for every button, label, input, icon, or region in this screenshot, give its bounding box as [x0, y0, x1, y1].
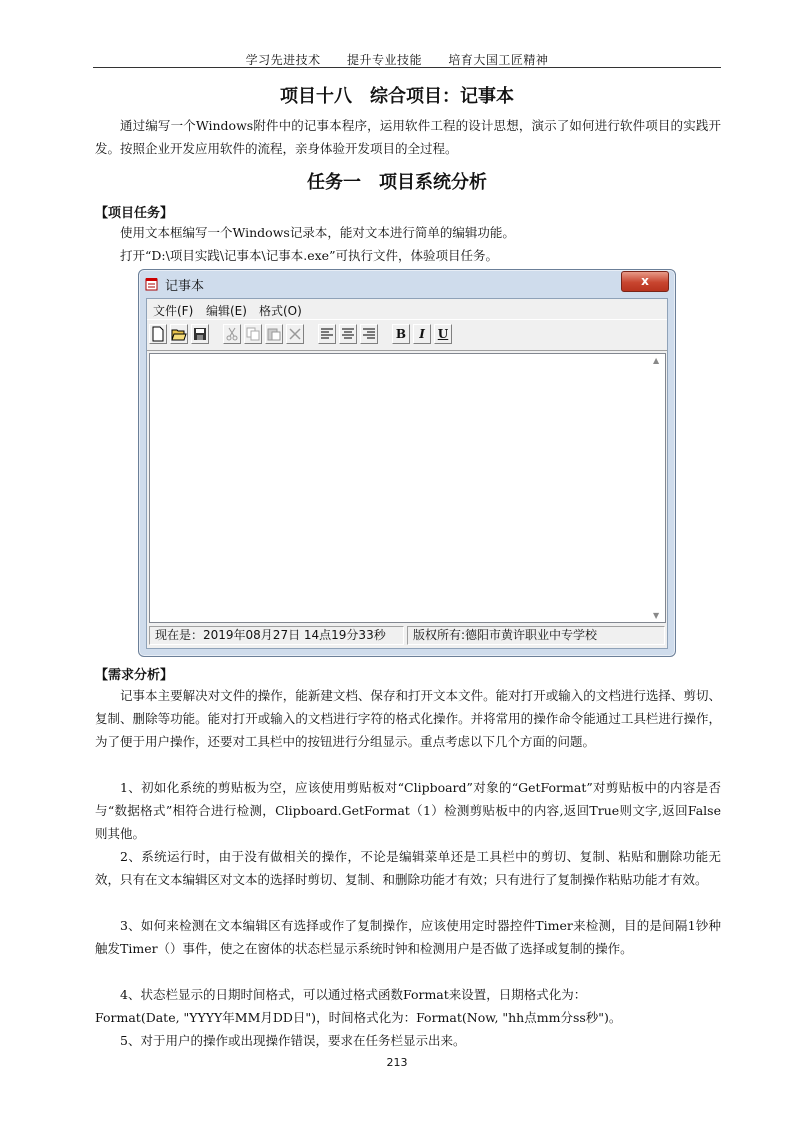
align-right-icon	[362, 327, 376, 341]
align-right-button[interactable]	[360, 324, 378, 344]
paste-button[interactable]	[265, 324, 283, 344]
analysis-paragraph-4b: Format(Date, "YYYY年MM月DD日")，时间格式化为：Format(Now, "hh点mm分ss秒")。	[95, 1010, 622, 1025]
close-button[interactable]	[621, 271, 669, 292]
intro-paragraph: 通过编写一个Windows附件中的记事本程序，运用软件工程的设计思想，演示了如何进行软件项目的实践开发。按照企业开发应用软件的流程，亲身体验开发项目的全过程。	[95, 118, 721, 156]
window-client	[146, 298, 668, 649]
copy-icon	[246, 327, 260, 341]
analysis-paragraph-1: 1、初如化系统的剪贴板为空，应该使用剪贴板对“Clipboard”对象的“GetFormat”对剪贴板中的内容是否与“数据格式”相符合进行检测，Clipboard.GetFormat（1）检测剪贴板中的内容,返回True则文字,返回False则其他。	[95, 780, 721, 841]
close-icon: x	[641, 274, 649, 288]
notepad-app-icon	[145, 277, 158, 291]
menu-bar	[147, 299, 667, 318]
align-left-button[interactable]	[318, 324, 336, 344]
new-file-icon	[151, 326, 165, 342]
align-center-icon	[341, 327, 355, 341]
italic-button[interactable]	[413, 324, 431, 344]
cut-button[interactable]	[223, 324, 241, 344]
menu-edit[interactable]: 编辑(E)	[206, 304, 247, 318]
bold-icon: B	[395, 327, 407, 341]
save-button[interactable]	[191, 324, 209, 344]
open-folder-icon	[171, 327, 187, 341]
bold-button[interactable]	[392, 324, 410, 344]
header-item: 提升专业技能	[346, 53, 422, 67]
save-icon	[193, 327, 207, 341]
header-item: 学习先进技术	[245, 53, 321, 67]
task-title: 任务一 项目系统分析	[307, 172, 487, 193]
analysis-heading: 【需求分析】	[95, 668, 174, 683]
page-number: 213	[386, 1056, 408, 1069]
menu-format[interactable]: 格式(O)	[259, 304, 302, 318]
align-center-button[interactable]	[339, 324, 357, 344]
project-title: 项目十八 综合项目：记事本	[280, 86, 514, 107]
notepad-window	[138, 269, 676, 657]
delete-button[interactable]	[286, 324, 304, 344]
status-copyright: 版权所有:德阳市黄许职业中专学校	[407, 626, 665, 645]
status-time: 现在是：2019年08月27日 14点19分33秒	[149, 626, 404, 645]
task-heading: 【项目任务】	[95, 206, 174, 221]
analysis-paragraph-2: 2、系统运行时，由于没有做相关的操作，不论是编辑菜单还是工具栏中的剪切、复制、粘贴和删除功能无效，只有在文本编辑区对文本的选择时剪切、复制、和删除功能才有效；只有进行了复制操作粘贴功能才有效。	[95, 849, 721, 887]
cut-icon	[225, 327, 239, 341]
italic-icon: I	[419, 327, 425, 341]
status-bar	[147, 624, 667, 646]
copy-button[interactable]	[244, 324, 262, 344]
scroll-down-icon[interactable]: ▼	[653, 611, 660, 620]
underline-icon: U	[437, 327, 449, 341]
analysis-paragraph-5: 5、对于用户的操作或出现操作错误，要求在任务栏显示出来。	[120, 1033, 466, 1048]
window-title: 记事本	[165, 279, 205, 294]
new-file-button[interactable]	[149, 324, 167, 344]
delete-icon	[288, 327, 302, 341]
open-button[interactable]	[170, 324, 188, 344]
text-editor[interactable]	[149, 353, 666, 623]
header-item: 培育大国工匠精神	[448, 53, 549, 67]
task-paragraph-2: 打开“D:\项目实践\记事本\记事本.exe”可执行文件，体验项目任务。	[120, 248, 498, 263]
scroll-up-icon[interactable]: ▲	[653, 356, 660, 365]
header-rule	[93, 67, 721, 68]
toolbar	[147, 319, 667, 351]
analysis-paragraph-3: 3、如何来检测在文本编辑区有选择或作了复制操作，应该使用定时器控件Timer来检测，目的是间隔1钞种触发Timer（）事件，使之在窗体的状态栏显示系统时钟和检测用户是否做了选择或复制的操作。	[95, 918, 721, 956]
underline-button[interactable]	[434, 324, 452, 344]
analysis-paragraph-0: 记事本主要解决对文件的操作，能新建文档、保存和打开文本文件。能对打开或输入的文档进行选择、剪切、复制、删除等功能。能对打开或输入的文档进行字符的格式化操作。并将常用的操作命令能通过工具栏进行操作，为了便于用户操作，还要对工具栏中的按钮进行分组显示。重点考虑以下几个方面的问题。	[95, 688, 721, 749]
task-paragraph-1: 使用文本框编写一个Windows记录本，能对文本进行简单的编辑功能。	[120, 225, 515, 240]
paste-icon	[267, 327, 281, 341]
menu-file[interactable]: 文件(F)	[153, 304, 194, 318]
analysis-paragraph-4a: 4、状态栏显示的日期时间格式，可以通过格式函数Format来设置，日期格式化为：	[120, 987, 587, 1002]
align-left-icon	[320, 327, 334, 341]
running-header	[0, 51, 794, 68]
vertical-scrollbar[interactable]	[649, 354, 665, 622]
